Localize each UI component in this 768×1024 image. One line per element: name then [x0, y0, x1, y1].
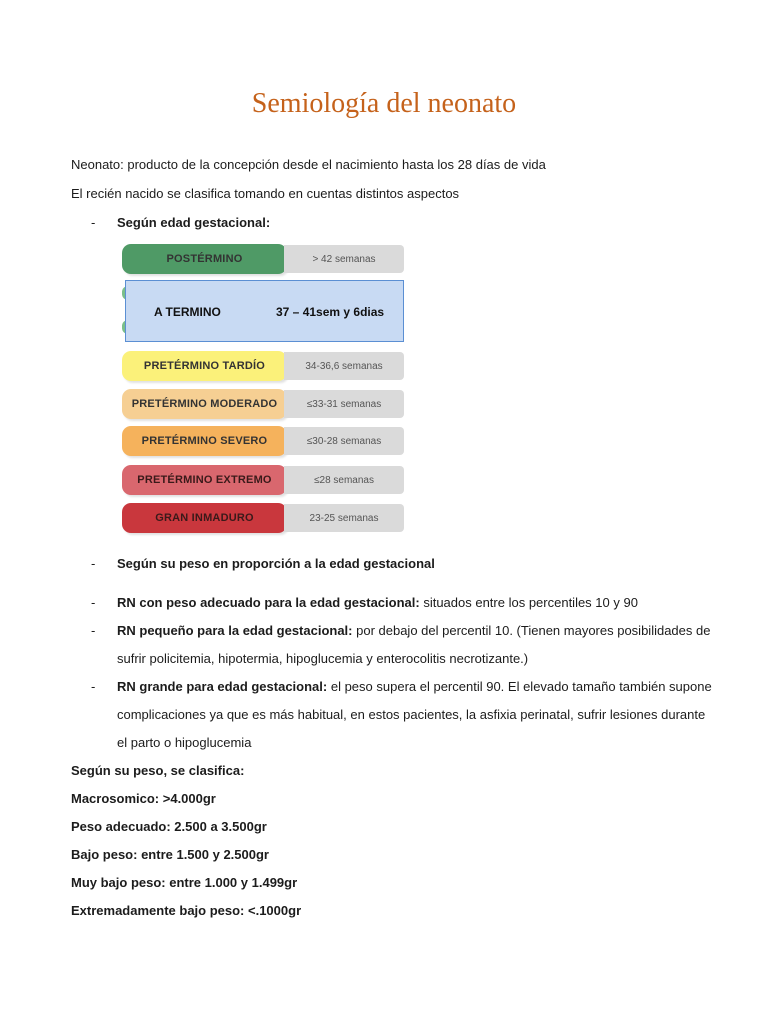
- ga-range: 34-36,6 semanas: [284, 352, 404, 380]
- gestational-age-chart: [116, 234, 416, 538]
- weight-item-large: [117, 678, 712, 696]
- weight-class-muy-bajo: Muy bajo peso: entre 1.000 y 1.499gr: [71, 875, 298, 890]
- ga-highlight-label: A TERMINO: [154, 305, 221, 319]
- ga-label: PRETÉRMINO TARDÍO: [122, 351, 287, 381]
- ga-row-pretermino-tardio: [122, 351, 402, 381]
- weight-item-small: [117, 622, 710, 640]
- bullet-dash: -: [91, 595, 96, 610]
- weight-item-large-cont: complicaciones ya que es más habitual, en estos pacientes, la asfixia perinatal, sufrir lesiones durante: [117, 707, 706, 722]
- bullet-dash: -: [91, 679, 96, 694]
- weight-item-desc: el peso supera el percentil 90. El elevado tamaño también supone: [327, 679, 712, 694]
- gestational-age-heading: Según edad gestacional:: [117, 215, 271, 230]
- weight-class-extremadamente-bajo: Extremadamente bajo peso: <.1000gr: [71, 903, 302, 918]
- weight-class-bajo: Bajo peso: entre 1.500 y 2.500gr: [71, 847, 269, 862]
- ga-label: GRAN INMADURO: [122, 503, 287, 533]
- ga-highlight-range: 37 – 41sem y 6dias: [276, 305, 385, 319]
- ga-row-postermino: [122, 244, 402, 274]
- ga-row-pretermino-severo: [122, 426, 402, 456]
- ga-range: ≤28 semanas: [284, 466, 404, 494]
- weight-item-large-cont: el parto o hipoglucemia: [117, 735, 252, 750]
- classification-intro: El recién nacido se clasifica tomando en cuentas distintos aspectos: [71, 186, 460, 201]
- ga-row-pretermino-moderado: [122, 389, 402, 419]
- weight-item-small-cont: sufrir policitemia, hipotermia, hipoglucemia y enterocolitis necrotizante.): [117, 651, 529, 666]
- weight-item-term: RN grande para edad gestacional:: [117, 679, 328, 694]
- weight-class-adecuado: Peso adecuado: 2.500 a 3.500gr: [71, 819, 267, 834]
- ga-row-pretermino-extremo: [122, 465, 402, 495]
- weight-class-heading: Según su peso, se clasifica:: [71, 763, 245, 778]
- neonate-definition: Neonato: producto de la concepción desde el nacimiento hasta los 28 días de vida: [71, 157, 546, 172]
- page-title: Semiología del neonato: [251, 88, 517, 119]
- bullet-dash: -: [91, 623, 96, 638]
- ga-range: 23-25 semanas: [284, 504, 404, 532]
- ga-row-gran-inmaduro: [122, 503, 402, 533]
- ga-label: PRETÉRMINO SEVERO: [122, 426, 287, 456]
- weight-proportion-heading: Según su peso en proporción a la edad gestacional: [117, 556, 435, 571]
- ga-label: PRETÉRMINO EXTREMO: [122, 465, 287, 495]
- weight-item-term: RN con peso adecuado para la edad gestacional:: [117, 595, 420, 610]
- weight-item-term: RN pequeño para la edad gestacional:: [117, 623, 353, 638]
- ga-range: ≤30-28 semanas: [284, 427, 404, 455]
- weight-item-adequate: [117, 594, 638, 612]
- ga-range: ≤33-31 semanas: [284, 390, 404, 418]
- ga-range: > 42 semanas: [284, 245, 404, 273]
- ga-label: POSTÉRMINO: [122, 244, 287, 274]
- weight-item-desc: por debajo del percentil 10. (Tienen mayores posibilidades de: [352, 623, 711, 638]
- weight-class-macrosomico: Macrosomico: >4.000gr: [71, 791, 216, 806]
- weight-item-desc: situados entre los percentiles 10 y 90: [419, 595, 638, 610]
- bullet-dash: -: [91, 215, 96, 230]
- ga-highlight-a-termino: [125, 280, 404, 342]
- ga-label: PRETÉRMINO MODERADO: [122, 389, 287, 419]
- bullet-dash: -: [91, 556, 96, 571]
